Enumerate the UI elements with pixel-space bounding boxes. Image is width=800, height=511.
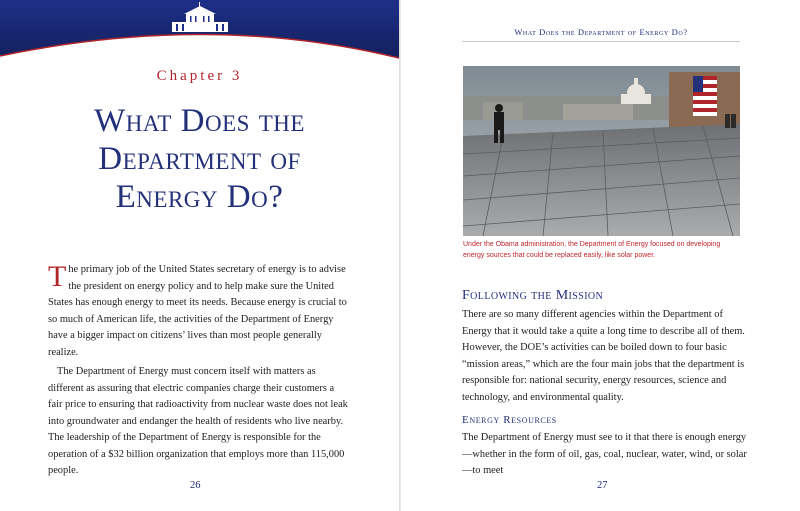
american-flag-icon xyxy=(693,76,717,116)
title-line: What Does the xyxy=(94,103,305,139)
page-number-left: 26 xyxy=(190,480,201,491)
running-head-rule xyxy=(462,41,740,42)
subsection-body: The Department of Energy must see to it that there is enough energy—whether in the form of oil, gas, coal, nuclear, water, wind, or solar—to meet xyxy=(462,432,747,476)
right-page xyxy=(401,0,800,511)
section-body: There are so many different agencies within the Department of Energy that it would take a quite a long time to describe all of them. However, the DOE’s activities can be boiled down to four basic “mission areas,” which are the four main jobs that the department is responsible for: national security, energy resources, science and technology, and environmental quality. xyxy=(462,309,745,403)
solar-panel-photo xyxy=(463,66,740,236)
paragraph: The Department of Energy must concern itself with matters as different as assuring that electric companies charge their customers a fair price to ensuring that radioactivity from nuclear waste does not leak into groundwater and endanger the health of residents who live nearby. The leadership of the Department of Energy is responsible for the operation of a $32 billion organization that employs more than 115,000 people. xyxy=(48,366,348,476)
paragraph xyxy=(48,262,351,361)
subheading: Energy Resources xyxy=(462,414,557,426)
section-heading: Following the Mission xyxy=(462,288,604,303)
title-line: Energy Do? xyxy=(115,179,284,215)
photo-caption: Under the Obama administration, the Department of Energy focused on developing energy sources that could be replaced easily, like solar power. xyxy=(463,241,721,259)
left-body xyxy=(48,262,351,480)
chapter-label: Chapter 3 xyxy=(156,68,243,84)
drop-cap: T xyxy=(48,260,67,293)
title-line: Department of xyxy=(98,141,301,177)
running-head: What Does the Department of Energy Do? xyxy=(514,27,688,37)
paragraph-text: he primary job of the United States secretary of energy is to advise the president on energy policy and to help make sure the United States has enough energy to meet its needs. Because energy is crucial to so much of American life, the activities of the Department of Energy have a bigger impact on citizens’ lives than most people generally realize. xyxy=(48,264,347,358)
left-page xyxy=(0,0,399,511)
chapter-title xyxy=(20,102,379,216)
page-number-right: 27 xyxy=(597,480,608,491)
